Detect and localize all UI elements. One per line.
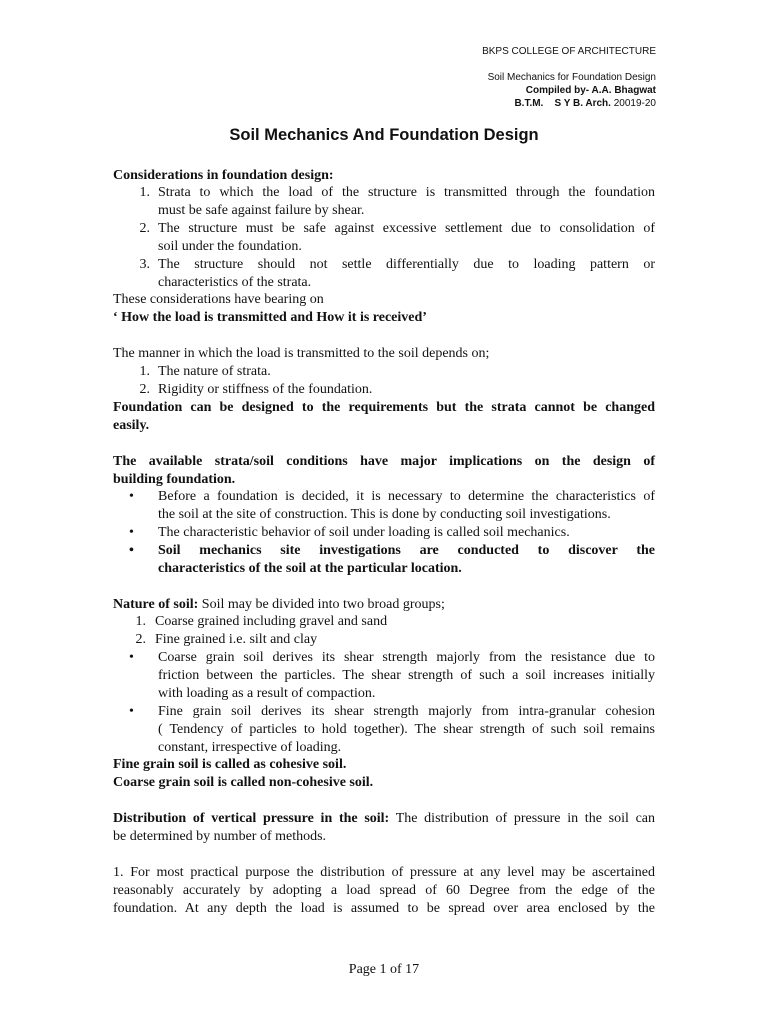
strata-bullet-1-line-1: Before a foundation is decided, it is necessary to determine the characteristics of [158,489,655,504]
nature-1-text: Coarse grained including gravel and sand [155,614,388,629]
nature-2-num: 2. [135,632,146,647]
distribution-para-line-2: reasonably accurately by adopting a load spread of 60 Degree from the edge of the [113,883,655,898]
consideration-2-num: 2. [139,221,150,236]
consideration-3-line-2: characteristics of the strata. [158,275,312,290]
strata-line-2: building foundation. [113,472,236,487]
nature-2-text: Fine grained i.e. silt and clay [155,632,318,647]
nature-bullet-1-line-3: with loading as a result of compaction. [158,686,376,701]
strata-bullet-2-marker: • [129,525,134,540]
strata-bullet-1-marker: • [129,489,134,504]
nature-bullet-2-line-3: constant, irrespective of loading. [158,740,342,755]
header-class-bold: B.T.M. S Y B. Arch. [514,98,611,109]
page-number: Page 1 of 17 [348,962,420,977]
consideration-3-num: 3. [139,257,150,272]
nature-bullet-2-marker: • [129,704,134,719]
manner-bold-line-1: Foundation can be designed to the requirements but the strata cannot be changed [113,400,655,415]
consideration-1-num: 1. [139,185,150,200]
strata-bullet-1-line-2: the soil at the site of construction. This is done by conducting soil investigations. [158,507,611,522]
consideration-1-line-1: Strata to which the load of the structure is transmitted through the foundation [158,185,655,200]
page-title: Soil Mechanics And Foundation Design [229,126,539,144]
distribution-para-line-1: 1. For most practical purpose the distribution of pressure at any level may be ascertained [113,865,655,880]
considerations-heading: Considerations in foundation design: [113,168,334,183]
distribution-para-line-3: foundation. At any depth the load is assumed to be spread over area enclosed by the [113,901,655,916]
strata-bullet-3-line-2: characteristics of the soil at the particular location. [158,561,462,576]
considerations-quote: ‘ How the load is transmitted and How it is received’ [113,310,427,325]
header-course: Soil Mechanics for Foundation Design [487,72,656,83]
nature-bullet-1-line-2: friction between the particles. The shear strength of such a soil increases initially [158,668,655,683]
manner-2-num: 2. [139,382,150,397]
manner-2-text: Rigidity or stiffness of the foundation. [158,382,373,397]
header-compiled: Compiled by- A.A. Bhagwat [525,85,656,96]
manner-1-num: 1. [139,364,150,379]
nature-bullet-2-line-2: ( Tendency of particles to hold together). The shear strength of such soil remains [158,722,655,737]
distribution-line-2: be determined by number of methods. [113,829,327,844]
nature-coarse: Coarse grain soil is called non-cohesive soil. [113,775,374,790]
nature-1-num: 1. [135,614,146,629]
nature-intro [113,596,445,613]
nature-fine: Fine grain soil is called as cohesive soil. [113,757,347,772]
nature-text: Soil may be divided into two broad groups; [198,597,445,612]
nature-bullet-1-line-1: Coarse grain soil derives its shear strength majorly from the resistance due to [158,650,655,665]
strata-bullet-3-marker: • [129,543,134,558]
consideration-2-line-2: soil under the foundation. [158,239,302,254]
header-class-year: 20019-20 [610,98,656,109]
consideration-3-line-1: The structure should not settle differentially due to loading pattern or [158,257,655,272]
manner-bold-line-2: easily. [113,418,150,433]
manner-intro: The manner in which the load is transmitted to the soil depends on; [113,346,490,361]
consideration-1-line-2: must be safe against failure by shear. [158,203,365,218]
nature-label: Nature of soil: [113,597,199,612]
strata-bullet-2-line-1: The characteristic behavior of soil under loading is called soil mechanics. [158,525,570,540]
nature-bullet-2-line-1: Fine grain soil derives its shear strength majorly from intra-granular cohesion [158,704,655,719]
strata-bullet-3-line-1: Soil mechanics site investigations are conducted to discover the [158,543,655,558]
header-college: BKPS COLLEGE OF ARCHITECTURE [482,46,656,57]
distribution-label: Distribution of vertical pressure in the soil: [113,811,390,826]
consideration-2-line-1: The structure must be safe against excessive settlement due to consolidation of [158,221,655,236]
distribution-line-1 [113,810,655,827]
considerations-bearing: These considerations have bearing on [113,292,324,307]
distribution-l1-text: The distribution of pressure in the soil can [389,811,656,826]
strata-line-1: The available strata/soil conditions have major implications on the design of [113,454,655,469]
nature-bullet-1-marker: • [129,650,134,665]
manner-1-text: The nature of strata. [158,364,271,379]
header-class [514,97,656,110]
